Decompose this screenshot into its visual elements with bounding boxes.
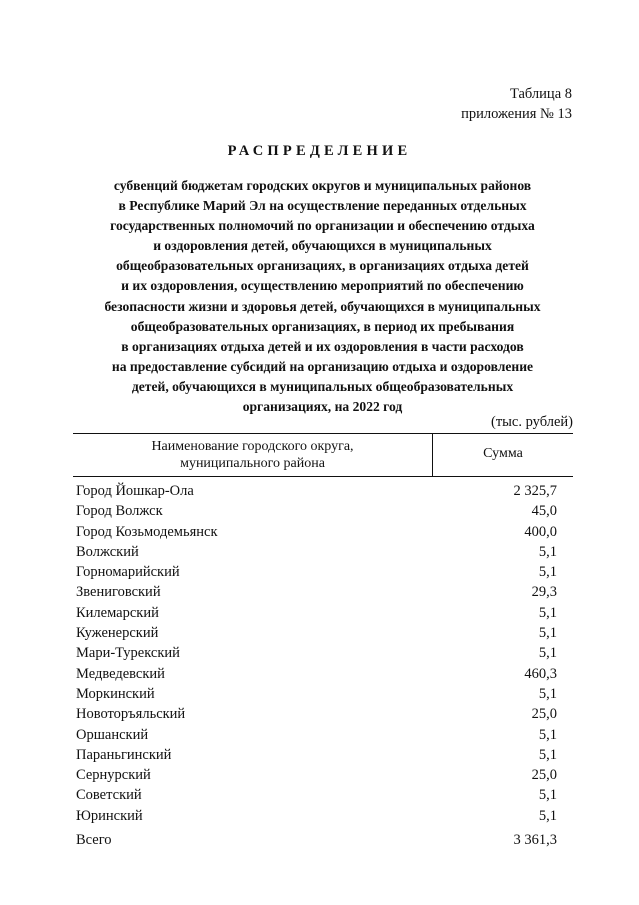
row-name: Советский: [76, 787, 142, 804]
column-header-sum: Сумма: [483, 446, 523, 461]
table-row: [76, 643, 557, 663]
table-row: [76, 806, 557, 826]
subtitle-line: детей, обучающихся в муниципальных общеобразовательных: [131, 378, 514, 394]
row-name: Звениговский: [76, 584, 161, 601]
row-value: 5,1: [538, 685, 557, 702]
table-row: [76, 501, 557, 521]
subtitle-line: организациях, на 2022 год: [242, 399, 403, 415]
table-row: [76, 684, 557, 704]
table-body: [76, 481, 557, 826]
subtitle-line: и их оздоровления, осуществлению мероприятий по обеспечению: [121, 278, 524, 294]
table-header: [73, 433, 573, 477]
table-row: [76, 623, 557, 643]
row-name: Юринский: [76, 807, 143, 824]
row-name: Параньгинский: [76, 746, 172, 763]
column-header-name: [73, 438, 432, 472]
column-header-name-line: Наименование городского округа,: [151, 439, 354, 454]
column-header-name-line: муниципального района: [180, 456, 325, 471]
row-name: Медведевский: [76, 665, 165, 682]
table-row: [76, 522, 557, 542]
table-row: [76, 765, 557, 785]
subtitle-line: субвенций бюджетам городских округов и муниципальных районов: [113, 178, 532, 193]
table-row: [76, 725, 557, 745]
row-value: 5,1: [538, 604, 557, 621]
row-name: Мари-Турекский: [76, 645, 180, 662]
table-row: [76, 582, 557, 602]
subtitle-line: в организациях отдыха детей и их оздоровления в части расходов: [121, 338, 524, 354]
table-row: [76, 664, 557, 684]
row-value: 2 325,7: [513, 483, 557, 499]
row-value: 5,1: [538, 564, 557, 581]
table-row: [76, 745, 557, 765]
total-value: 3 361,3: [513, 832, 557, 848]
row-value: 25,0: [531, 706, 557, 723]
row-name: Оршанский: [76, 726, 149, 743]
appendix-reference: приложения № 13: [461, 106, 572, 122]
row-name: Новоторъяльский: [76, 706, 186, 723]
table-total-row: [76, 829, 557, 851]
document-title: РАСПРЕДЕЛЕНИЕ: [227, 143, 412, 159]
row-name: Моркинский: [76, 685, 155, 702]
table-row: [76, 481, 557, 501]
row-name: Город Йошкар-Ола: [76, 483, 194, 499]
row-value: 5,1: [538, 543, 557, 560]
row-name: Куженерский: [76, 625, 159, 642]
row-value: 5,1: [538, 726, 557, 743]
table-row: [76, 562, 557, 582]
row-value: 29,3: [531, 584, 557, 601]
table-reference: Таблица 8: [509, 86, 572, 102]
row-value: 460,3: [524, 665, 557, 682]
table-row: [76, 704, 557, 724]
units-label: (тыс. рублей): [491, 414, 573, 430]
row-name: Город Козьмодемьянск: [76, 523, 218, 540]
row-value: 25,0: [531, 767, 557, 784]
row-name: Горномарийский: [76, 564, 180, 581]
subtitle-line: общеобразовательных организациях, в организациях отдыха детей: [116, 258, 529, 274]
row-value: 5,1: [538, 746, 557, 763]
row-value: 5,1: [538, 787, 557, 804]
row-name: Город Волжск: [76, 503, 163, 520]
subtitle-line: и оздоровления детей, обучающихся в муниципальных: [153, 238, 492, 254]
total-label: Всего: [76, 832, 112, 848]
subtitle-line: на предоставление субсидий на организацию отдыха и оздоровление: [111, 358, 534, 374]
document-subtitle: [70, 176, 575, 417]
table-row: [76, 542, 557, 562]
row-name: Килемарский: [76, 604, 159, 621]
subtitle-line: общеобразовательных организациях, в период их пребывания: [130, 318, 515, 334]
subtitle-line: государственных полномочий по организации и обеспечению отдыха: [110, 218, 535, 234]
table-row: [76, 603, 557, 623]
row-value: 45,0: [531, 503, 557, 520]
subtitle-line: безопасности жизни и здоровья детей, обучающихся в муниципальных: [104, 298, 541, 314]
row-value: 5,1: [538, 807, 557, 824]
row-value: 400,0: [524, 523, 557, 540]
subtitle-line: в Республике Марий Эл на осуществление переданных отдельных: [118, 198, 527, 214]
table-row: [76, 785, 557, 805]
row-name: Волжский: [76, 543, 139, 560]
row-value: 5,1: [538, 645, 557, 662]
row-value: 5,1: [538, 625, 557, 642]
row-name: Сернурский: [76, 767, 151, 784]
